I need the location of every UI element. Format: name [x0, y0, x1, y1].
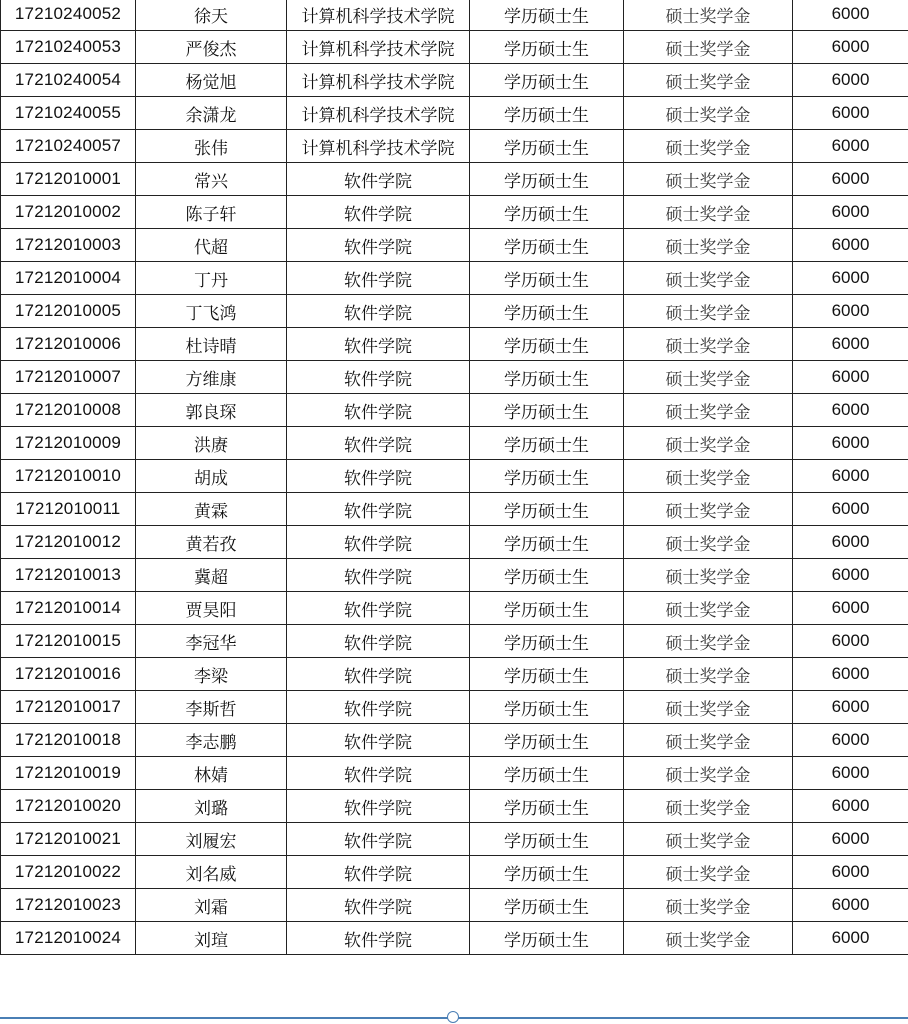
- student-id-cell[interactable]: 17212010015: [1, 625, 136, 658]
- student-name-cell[interactable]: 陈子轩: [136, 196, 287, 229]
- student-id-cell[interactable]: 17212010020: [1, 790, 136, 823]
- table-row: [1, 163, 908, 196]
- student-name-cell[interactable]: 胡成: [136, 460, 287, 493]
- student-name-cell[interactable]: 张伟: [136, 130, 287, 163]
- table-row: [1, 889, 908, 922]
- amount-cell[interactable]: 6000: [793, 559, 908, 592]
- college-cell[interactable]: 软件学院: [287, 724, 470, 757]
- student-id-cell[interactable]: 17212010007: [1, 361, 136, 394]
- table-row: [1, 823, 908, 856]
- student-id-cell[interactable]: 17212010004: [1, 262, 136, 295]
- amount-cell[interactable]: 6000: [793, 229, 908, 262]
- amount-cell[interactable]: 6000: [793, 790, 908, 823]
- amount-cell[interactable]: 6000: [793, 460, 908, 493]
- student-id-cell[interactable]: 17212010001: [1, 163, 136, 196]
- table-row: [1, 724, 908, 757]
- student-name-cell[interactable]: 刘璐: [136, 790, 287, 823]
- college-cell[interactable]: 软件学院: [287, 295, 470, 328]
- student-id-cell[interactable]: 17212010022: [1, 856, 136, 889]
- student-id-cell[interactable]: 17212010021: [1, 823, 136, 856]
- scholarship-type-cell[interactable]: 硕士奖学金: [624, 493, 793, 526]
- amount-cell[interactable]: 6000: [793, 328, 908, 361]
- degree-type-cell[interactable]: 学历硕士生: [470, 229, 624, 262]
- college-cell[interactable]: 软件学院: [287, 526, 470, 559]
- student-name-cell[interactable]: 刘霜: [136, 889, 287, 922]
- scholarship-type-cell[interactable]: 硕士奖学金: [624, 460, 793, 493]
- amount-cell[interactable]: 6000: [793, 130, 908, 163]
- table-row: [1, 526, 908, 559]
- amount-cell[interactable]: 6000: [793, 31, 908, 64]
- table-row: [1, 262, 908, 295]
- student-name-cell[interactable]: 杜诗晴: [136, 328, 287, 361]
- college-cell[interactable]: 软件学院: [287, 460, 470, 493]
- student-id-cell[interactable]: 17210240055: [1, 97, 136, 130]
- college-cell[interactable]: 软件学院: [287, 889, 470, 922]
- amount-cell[interactable]: 6000: [793, 163, 908, 196]
- amount-cell[interactable]: 6000: [793, 493, 908, 526]
- degree-type-cell[interactable]: 学历硕士生: [470, 31, 624, 64]
- degree-type-cell[interactable]: 学历硕士生: [470, 790, 624, 823]
- scholarship-type-cell[interactable]: 硕士奖学金: [624, 97, 793, 130]
- scholarship-type-cell[interactable]: 硕士奖学金: [624, 130, 793, 163]
- scholarship-type-cell[interactable]: 硕士奖学金: [624, 625, 793, 658]
- student-id-cell[interactable]: 17212010009: [1, 427, 136, 460]
- degree-type-cell[interactable]: 学历硕士生: [470, 460, 624, 493]
- table-row: [1, 361, 908, 394]
- student-id-cell[interactable]: 17212010024: [1, 922, 136, 955]
- table-body: [1, 0, 908, 955]
- scholarship-type-cell[interactable]: 硕士奖学金: [624, 790, 793, 823]
- amount-cell[interactable]: 6000: [793, 196, 908, 229]
- student-id-cell[interactable]: 17210240057: [1, 130, 136, 163]
- table-row: [1, 460, 908, 493]
- degree-type-cell[interactable]: 学历硕士生: [470, 889, 624, 922]
- degree-type-cell[interactable]: 学历硕士生: [470, 526, 624, 559]
- college-cell[interactable]: 软件学院: [287, 790, 470, 823]
- student-id-cell[interactable]: 17212010006: [1, 328, 136, 361]
- college-cell[interactable]: 计算机科学技术学院: [287, 0, 470, 31]
- student-name-cell[interactable]: 徐天: [136, 0, 287, 31]
- student-id-cell[interactable]: 17212010005: [1, 295, 136, 328]
- degree-type-cell[interactable]: 学历硕士生: [470, 427, 624, 460]
- scholarship-type-cell[interactable]: 硕士奖学金: [624, 328, 793, 361]
- amount-cell[interactable]: 6000: [793, 757, 908, 790]
- student-name-cell[interactable]: 李梁: [136, 658, 287, 691]
- scholarship-type-cell[interactable]: 硕士奖学金: [624, 262, 793, 295]
- student-name-cell[interactable]: 贾昊阳: [136, 592, 287, 625]
- table-row: [1, 229, 908, 262]
- student-name-cell[interactable]: 严俊杰: [136, 31, 287, 64]
- scholarship-type-cell[interactable]: 硕士奖学金: [624, 658, 793, 691]
- student-name-cell[interactable]: 冀超: [136, 559, 287, 592]
- college-cell[interactable]: 软件学院: [287, 229, 470, 262]
- student-name-cell[interactable]: 郭良琛: [136, 394, 287, 427]
- college-cell[interactable]: 软件学院: [287, 328, 470, 361]
- student-name-cell[interactable]: 丁丹: [136, 262, 287, 295]
- scholarship-type-cell[interactable]: 硕士奖学金: [624, 757, 793, 790]
- scholarship-type-cell[interactable]: 硕士奖学金: [624, 856, 793, 889]
- college-cell[interactable]: 软件学院: [287, 922, 470, 955]
- scholarship-type-cell[interactable]: 硕士奖学金: [624, 592, 793, 625]
- table-row: [1, 130, 908, 163]
- student-name-cell[interactable]: 洪赓: [136, 427, 287, 460]
- scholarship-type-cell[interactable]: 硕士奖学金: [624, 691, 793, 724]
- scholarship-type-cell[interactable]: 硕士奖学金: [624, 196, 793, 229]
- student-name-cell[interactable]: 李冠华: [136, 625, 287, 658]
- table-row: [1, 0, 908, 31]
- amount-cell[interactable]: 6000: [793, 691, 908, 724]
- degree-type-cell[interactable]: 学历硕士生: [470, 823, 624, 856]
- table-row: [1, 196, 908, 229]
- student-id-cell[interactable]: 17212010008: [1, 394, 136, 427]
- degree-type-cell[interactable]: 学历硕士生: [470, 724, 624, 757]
- degree-type-cell[interactable]: 学历硕士生: [470, 559, 624, 592]
- college-cell[interactable]: 软件学院: [287, 691, 470, 724]
- student-name-cell[interactable]: 方维康: [136, 361, 287, 394]
- amount-cell[interactable]: 6000: [793, 97, 908, 130]
- college-cell[interactable]: 软件学院: [287, 856, 470, 889]
- student-id-cell[interactable]: 17212010018: [1, 724, 136, 757]
- student-name-cell[interactable]: 李志鹏: [136, 724, 287, 757]
- table-row: [1, 691, 908, 724]
- student-name-cell[interactable]: 刘瑄: [136, 922, 287, 955]
- college-cell[interactable]: 计算机科学技术学院: [287, 97, 470, 130]
- college-cell[interactable]: 软件学院: [287, 163, 470, 196]
- amount-cell[interactable]: 6000: [793, 427, 908, 460]
- student-name-cell[interactable]: 余潇龙: [136, 97, 287, 130]
- degree-type-cell[interactable]: 学历硕士生: [470, 493, 624, 526]
- degree-type-cell[interactable]: 学历硕士生: [470, 922, 624, 955]
- degree-type-cell[interactable]: 学历硕士生: [470, 64, 624, 97]
- scholarship-type-cell[interactable]: 硕士奖学金: [624, 889, 793, 922]
- college-cell[interactable]: 软件学院: [287, 196, 470, 229]
- amount-cell[interactable]: 6000: [793, 394, 908, 427]
- table-row: [1, 922, 908, 955]
- table-row: [1, 625, 908, 658]
- table-row: [1, 64, 908, 97]
- amount-cell[interactable]: 6000: [793, 0, 908, 31]
- scholarship-type-cell[interactable]: 硕士奖学金: [624, 526, 793, 559]
- student-name-cell[interactable]: 黄霖: [136, 493, 287, 526]
- table-row: [1, 856, 908, 889]
- college-cell[interactable]: 软件学院: [287, 493, 470, 526]
- student-name-cell[interactable]: 杨觉旭: [136, 64, 287, 97]
- amount-cell[interactable]: 6000: [793, 295, 908, 328]
- student-name-cell[interactable]: 黄若孜: [136, 526, 287, 559]
- table-row: [1, 328, 908, 361]
- college-cell[interactable]: 软件学院: [287, 592, 470, 625]
- scholarship-type-cell[interactable]: 硕士奖学金: [624, 823, 793, 856]
- college-cell[interactable]: 软件学院: [287, 361, 470, 394]
- student-name-cell[interactable]: 刘履宏: [136, 823, 287, 856]
- amount-cell[interactable]: 6000: [793, 592, 908, 625]
- amount-cell[interactable]: 6000: [793, 64, 908, 97]
- scholarship-type-cell[interactable]: 硕士奖学金: [624, 31, 793, 64]
- student-id-cell[interactable]: 17212010003: [1, 229, 136, 262]
- degree-type-cell[interactable]: 学历硕士生: [470, 625, 624, 658]
- degree-type-cell[interactable]: 学历硕士生: [470, 658, 624, 691]
- student-id-cell[interactable]: 17212010023: [1, 889, 136, 922]
- table-row: [1, 427, 908, 460]
- college-cell[interactable]: 软件学院: [287, 757, 470, 790]
- amount-cell[interactable]: 6000: [793, 262, 908, 295]
- table-row: [1, 757, 908, 790]
- amount-cell[interactable]: 6000: [793, 526, 908, 559]
- table-row: [1, 31, 908, 64]
- student-id-cell[interactable]: 17210240053: [1, 31, 136, 64]
- degree-type-cell[interactable]: 学历硕士生: [470, 691, 624, 724]
- amount-cell[interactable]: 6000: [793, 625, 908, 658]
- table-row: [1, 493, 908, 526]
- degree-type-cell[interactable]: 学历硕士生: [470, 196, 624, 229]
- table-row: [1, 592, 908, 625]
- table-row: [1, 559, 908, 592]
- degree-type-cell[interactable]: 学历硕士生: [470, 328, 624, 361]
- scholarship-type-cell[interactable]: 硕士奖学金: [624, 361, 793, 394]
- scholarship-type-cell[interactable]: 硕士奖学金: [624, 427, 793, 460]
- degree-type-cell[interactable]: 学历硕士生: [470, 130, 624, 163]
- student-name-cell[interactable]: 丁飞鸿: [136, 295, 287, 328]
- student-id-cell[interactable]: 17212010013: [1, 559, 136, 592]
- scholarship-type-cell[interactable]: 硕士奖学金: [624, 295, 793, 328]
- student-id-cell[interactable]: 17210240052: [1, 0, 136, 31]
- table-row: [1, 97, 908, 130]
- scholarship-type-cell[interactable]: 硕士奖学金: [624, 394, 793, 427]
- amount-cell[interactable]: 6000: [793, 724, 908, 757]
- student-id-cell[interactable]: 17212010017: [1, 691, 136, 724]
- student-id-cell[interactable]: 17212010012: [1, 526, 136, 559]
- amount-cell[interactable]: 6000: [793, 823, 908, 856]
- scholarship-type-cell[interactable]: 硕士奖学金: [624, 922, 793, 955]
- student-name-cell[interactable]: 刘名威: [136, 856, 287, 889]
- student-name-cell[interactable]: 代超: [136, 229, 287, 262]
- student-id-cell[interactable]: 17212010010: [1, 460, 136, 493]
- student-id-cell[interactable]: 17212010014: [1, 592, 136, 625]
- college-cell[interactable]: 软件学院: [287, 262, 470, 295]
- college-cell[interactable]: 计算机科学技术学院: [287, 31, 470, 64]
- college-cell[interactable]: 软件学院: [287, 658, 470, 691]
- college-cell[interactable]: 软件学院: [287, 427, 470, 460]
- student-id-cell[interactable]: 17212010016: [1, 658, 136, 691]
- student-id-cell[interactable]: 17212010011: [1, 493, 136, 526]
- college-cell[interactable]: 计算机科学技术学院: [287, 130, 470, 163]
- college-cell[interactable]: 软件学院: [287, 823, 470, 856]
- degree-type-cell[interactable]: 学历硕士生: [470, 394, 624, 427]
- degree-type-cell[interactable]: 学历硕士生: [470, 295, 624, 328]
- table-row: [1, 394, 908, 427]
- degree-type-cell[interactable]: 学历硕士生: [470, 97, 624, 130]
- student-id-cell[interactable]: 17212010019: [1, 757, 136, 790]
- degree-type-cell[interactable]: 学历硕士生: [470, 163, 624, 196]
- scholarship-type-cell[interactable]: 硕士奖学金: [624, 724, 793, 757]
- degree-type-cell[interactable]: 学历硕士生: [470, 856, 624, 889]
- degree-type-cell[interactable]: 学历硕士生: [470, 592, 624, 625]
- student-name-cell[interactable]: 常兴: [136, 163, 287, 196]
- amount-cell[interactable]: 6000: [793, 889, 908, 922]
- table-row: [1, 790, 908, 823]
- amount-cell[interactable]: 6000: [793, 922, 908, 955]
- degree-type-cell[interactable]: 学历硕士生: [470, 361, 624, 394]
- scholarship-type-cell[interactable]: 硕士奖学金: [624, 229, 793, 262]
- college-cell[interactable]: 软件学院: [287, 559, 470, 592]
- scholarship-type-cell[interactable]: 硕士奖学金: [624, 0, 793, 31]
- degree-type-cell[interactable]: 学历硕士生: [470, 262, 624, 295]
- amount-cell[interactable]: 6000: [793, 856, 908, 889]
- scholarship-type-cell[interactable]: 硕士奖学金: [624, 559, 793, 592]
- table-row: [1, 658, 908, 691]
- table-row: [1, 295, 908, 328]
- scholarship-type-cell[interactable]: 硕士奖学金: [624, 163, 793, 196]
- college-cell[interactable]: 软件学院: [287, 625, 470, 658]
- student-name-cell[interactable]: 林婧: [136, 757, 287, 790]
- amount-cell[interactable]: 6000: [793, 361, 908, 394]
- resize-handle[interactable]: [447, 1011, 459, 1023]
- degree-type-cell[interactable]: 学历硕士生: [470, 0, 624, 31]
- student-name-cell[interactable]: 李斯哲: [136, 691, 287, 724]
- student-id-cell[interactable]: 17210240054: [1, 64, 136, 97]
- degree-type-cell[interactable]: 学历硕士生: [470, 757, 624, 790]
- college-cell[interactable]: 软件学院: [287, 394, 470, 427]
- amount-cell[interactable]: 6000: [793, 658, 908, 691]
- college-cell[interactable]: 计算机科学技术学院: [287, 64, 470, 97]
- student-id-cell[interactable]: 17212010002: [1, 196, 136, 229]
- scholarship-type-cell[interactable]: 硕士奖学金: [624, 64, 793, 97]
